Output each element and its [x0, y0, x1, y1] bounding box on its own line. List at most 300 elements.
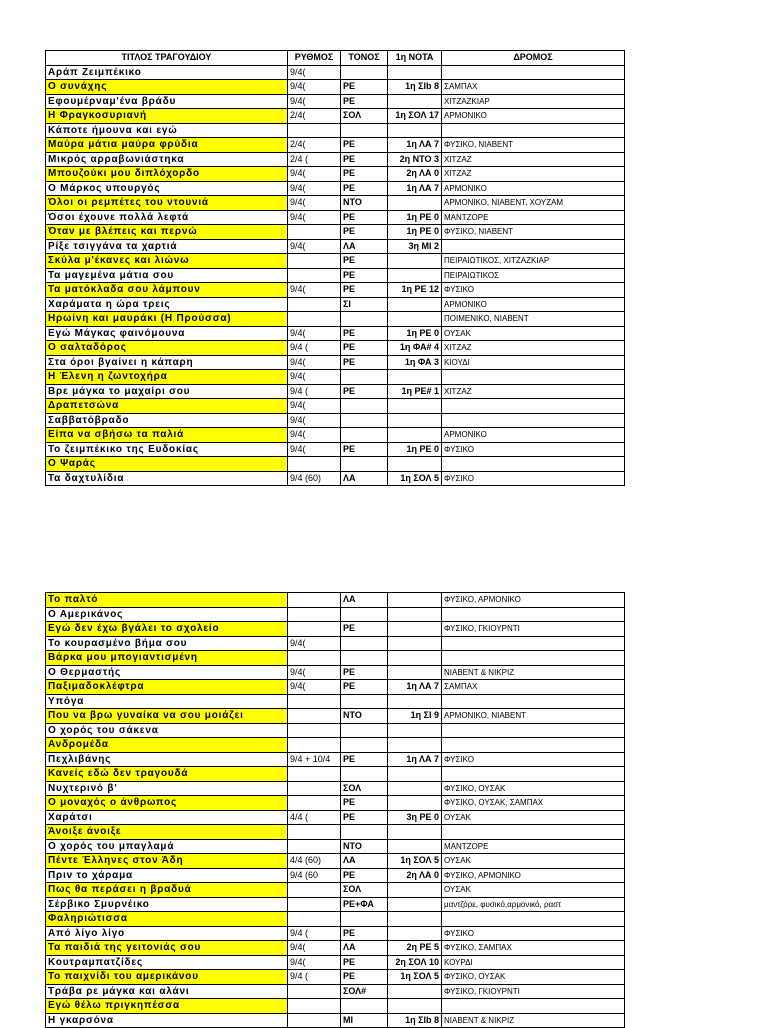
tone-cell: ΡΕ	[341, 181, 388, 196]
table-row	[46, 665, 625, 680]
table-row	[46, 955, 625, 970]
song-title-cell: Κανείς εδώ δεν τραγουδά	[46, 767, 288, 782]
song-title-cell: Ο Αμερικάνος	[46, 607, 288, 622]
song-title-cell: Μπουζούκι μου διπλόχορδο	[46, 167, 288, 182]
dromos-cell: ΦΥΣΙΚΟ	[442, 471, 625, 486]
first-note-cell: 1η ΡΕ 12	[388, 283, 442, 298]
song-title-cell: Η γκαρσόνα	[46, 1013, 288, 1028]
rhythm-cell	[288, 767, 341, 782]
table-row	[46, 926, 625, 941]
table-row	[46, 752, 625, 767]
first-note-cell	[388, 999, 442, 1014]
dromos-cell: ΜΑΝΤΖΟΡΕ	[442, 210, 625, 225]
dromos-cell	[442, 239, 625, 254]
tone-cell: ΡΕ	[341, 665, 388, 680]
dromos-cell: ΠΕΙΡΑΙΩΤΙΚΟΣ	[442, 268, 625, 283]
tone-cell: ΡΕ	[341, 283, 388, 298]
rhythm-cell	[288, 297, 341, 312]
tone-cell: ΡΕ	[341, 868, 388, 883]
song-title-cell: Τα δαχτυλίδια	[46, 471, 288, 486]
first-note-cell: 2η ΡΕ 5	[388, 941, 442, 956]
rhythm-cell	[288, 651, 341, 666]
songs-table-top-body	[46, 51, 625, 486]
tone-cell	[341, 912, 388, 927]
song-title-cell: Τα ματόκλαδα σου λάμπουν	[46, 283, 288, 298]
first-note-cell	[388, 312, 442, 327]
table-row	[46, 1013, 625, 1028]
tone-cell: ΡΕ	[341, 254, 388, 269]
first-note-cell: 1η ΣΟΛ 17	[388, 109, 442, 124]
table-row	[46, 622, 625, 637]
tone-cell: ΡΕ	[341, 796, 388, 811]
first-note-cell	[388, 457, 442, 472]
first-note-cell	[388, 65, 442, 80]
dromos-cell: ΑΡΜΟΝΙΚΟ	[442, 109, 625, 124]
dromos-cell: ΝΙΑΒΕΝΤ & ΝΙΚΡΙΖ	[442, 665, 625, 680]
tone-cell: ΛΑ	[341, 471, 388, 486]
song-title-cell: Ανδρομέδα	[46, 738, 288, 753]
tone-cell	[341, 312, 388, 327]
songs-table-top	[45, 50, 625, 486]
rhythm-cell	[288, 593, 341, 608]
table-row	[46, 868, 625, 883]
dromos-cell: ΑΡΜΟΝΙΚΟ	[442, 181, 625, 196]
rhythm-cell	[288, 622, 341, 637]
table-row	[46, 912, 625, 927]
tone-cell: ΣΙ	[341, 297, 388, 312]
table-row	[46, 442, 625, 457]
rhythm-cell: 4/4 (60)	[288, 854, 341, 869]
first-note-cell: 1η ΛΑ 7	[388, 680, 442, 695]
song-title-cell: Υπόγα	[46, 694, 288, 709]
song-title-cell: Πέντε Έλληνες στον Άδη	[46, 854, 288, 869]
song-title-cell: Ο χορός του μπαγλαμά	[46, 839, 288, 854]
first-note-cell	[388, 984, 442, 999]
rhythm-cell: 9/4 (	[288, 970, 341, 985]
rhythm-cell: 4/4 (	[288, 810, 341, 825]
first-note-cell	[388, 607, 442, 622]
song-title-cell: Το παιχνίδι του αμερικάνου	[46, 970, 288, 985]
dromos-cell: ΑΡΜΟΝΙΚΟ, ΝΙΑΒΕΝΤ, ΧΟΥΖΑΜ	[442, 196, 625, 211]
rhythm-cell	[288, 123, 341, 138]
rhythm-cell: 9/4 + 10/4	[288, 752, 341, 767]
song-title-cell: Τα παιδιά της γειτονιάς σου	[46, 941, 288, 956]
table-row	[46, 457, 625, 472]
dromos-cell: ΦΥΣΙΚΟ, ΑΡΜΟΝΙΚΟ	[442, 868, 625, 883]
song-title-cell: Ο μοναχός ο άνθρωπος	[46, 796, 288, 811]
table-row	[46, 355, 625, 370]
table-row	[46, 471, 625, 486]
dromos-cell: ΑΡΜΟΝΙΚΟ, ΝΙΑΒΕΝΤ	[442, 709, 625, 724]
table-row	[46, 210, 625, 225]
rhythm-cell	[288, 912, 341, 927]
rhythm-cell	[288, 781, 341, 796]
song-title-cell: Εγώ Μάγκας φαινόμουνα	[46, 326, 288, 341]
table-row	[46, 428, 625, 443]
song-title-cell: Εφουμέρναμ'ένα βράδυ	[46, 94, 288, 109]
rhythm-cell: 9/4(	[288, 636, 341, 651]
dromos-cell	[442, 825, 625, 840]
first-note-cell: 1η ΡΕ# 1	[388, 384, 442, 399]
header-tone: ΤΟΝΟΣ	[341, 51, 388, 66]
table-row	[46, 781, 625, 796]
rhythm-cell: 9/4(	[288, 428, 341, 443]
table-row	[46, 399, 625, 414]
table-row	[46, 181, 625, 196]
rhythm-cell: 9/4(	[288, 239, 341, 254]
table-row	[46, 883, 625, 898]
song-title-cell: Τα μαγεμένα μάτια σου	[46, 268, 288, 283]
header-first-note: 1η ΝΟΤΑ	[388, 51, 442, 66]
first-note-cell	[388, 767, 442, 782]
rhythm-cell: 9/4 (60	[288, 868, 341, 883]
first-note-cell: 1η ΣΟΛ 5	[388, 854, 442, 869]
song-title-cell: Όταν με βλέπεις και περνώ	[46, 225, 288, 240]
song-title-cell: Όσοι έχουνε πολλά λεφτά	[46, 210, 288, 225]
tone-cell	[341, 428, 388, 443]
table-row	[46, 680, 625, 695]
tone-cell: ΣΟΛ#	[341, 984, 388, 999]
song-title-cell: Βρε μάγκα το μαχαίρι σου	[46, 384, 288, 399]
table-row	[46, 283, 625, 298]
tone-cell: ΝΤΟ	[341, 709, 388, 724]
first-note-cell: 2η ΛΑ 0	[388, 167, 442, 182]
first-note-cell: 2η ΝΤΟ 3	[388, 152, 442, 167]
first-note-cell	[388, 413, 442, 428]
first-note-cell	[388, 897, 442, 912]
table-row	[46, 341, 625, 356]
dromos-cell: ΧΙΤΖΑΖ	[442, 384, 625, 399]
song-title-cell: Σκύλα μ'έκανες και λιώνω	[46, 254, 288, 269]
song-title-cell: Ο Ψαράς	[46, 457, 288, 472]
rhythm-cell: 9/4(	[288, 955, 341, 970]
first-note-cell	[388, 781, 442, 796]
rhythm-cell	[288, 984, 341, 999]
dromos-cell: ΦΥΣΙΚΟ, ΟΥΣΑΚ	[442, 781, 625, 796]
table-row	[46, 854, 625, 869]
rhythm-cell: 9/4(	[288, 941, 341, 956]
song-title-cell: Ο συνάχης	[46, 80, 288, 95]
table-row	[46, 152, 625, 167]
first-note-cell	[388, 196, 442, 211]
table-row	[46, 196, 625, 211]
dromos-cell	[442, 767, 625, 782]
rhythm-cell	[288, 268, 341, 283]
dromos-cell: ΝΙΑΒΕΝΤ & ΝΙΚΡΙΖ	[442, 1013, 625, 1028]
rhythm-cell: 9/4(	[288, 94, 341, 109]
table-row	[46, 312, 625, 327]
dromos-cell: ΧΙΤΖΑΖΚΙΑΡ	[442, 94, 625, 109]
dromos-cell: ΟΥΣΑΚ	[442, 883, 625, 898]
rhythm-cell	[288, 225, 341, 240]
first-note-cell	[388, 593, 442, 608]
first-note-cell	[388, 926, 442, 941]
header-title: ΤΙΤΛΟΣ ΤΡΑΓΟΥΔΙΟΥ	[46, 51, 288, 66]
first-note-cell	[388, 665, 442, 680]
song-title-cell: Εγώ δεν έχω βγάλει το σχολείο	[46, 622, 288, 637]
rhythm-cell	[288, 999, 341, 1014]
rhythm-cell	[288, 883, 341, 898]
rhythm-cell: 9/4(	[288, 355, 341, 370]
song-title-cell: Κάποτε ήμουνα και εγώ	[46, 123, 288, 138]
table-row	[46, 80, 625, 95]
table-row	[46, 384, 625, 399]
song-title-cell: Σαββατόβραδο	[46, 413, 288, 428]
song-title-cell: Νυχτερινό β'	[46, 781, 288, 796]
song-title-cell: Το παλτό	[46, 593, 288, 608]
tone-cell: ΡΕ	[341, 970, 388, 985]
tone-cell	[341, 123, 388, 138]
dromos-cell: ΑΡΜΟΝΙΚΟ	[442, 428, 625, 443]
first-note-cell	[388, 636, 442, 651]
dromos-cell: ΦΥΣΙΚΟ	[442, 283, 625, 298]
dromos-cell: ΟΥΣΑΚ	[442, 810, 625, 825]
first-note-cell	[388, 883, 442, 898]
dromos-cell: ΦΥΣΙΚΟ, ΝΙΑΒΕΝΤ	[442, 225, 625, 240]
table-row	[46, 239, 625, 254]
tone-cell: ΡΕ	[341, 622, 388, 637]
dromos-cell: ΦΥΣΙΚΟ, ΟΥΣΑΚ, ΣΑΜΠΑΧ	[442, 796, 625, 811]
table-row	[46, 999, 625, 1014]
first-note-cell: 1η ΣΟΛ 5	[388, 970, 442, 985]
table-row	[46, 138, 625, 153]
songs-table-bottom-body	[46, 593, 625, 1028]
table-row	[46, 825, 625, 840]
table-row	[46, 167, 625, 182]
song-title-cell: Πως θα περάσει η βραδυά	[46, 883, 288, 898]
tone-cell: ΡΕ+ΦΑ	[341, 897, 388, 912]
tone-cell: ΣΟΛ	[341, 883, 388, 898]
dromos-cell: μαντζόρε, φυσικό,αρμονικό, ραστ	[442, 897, 625, 912]
first-note-cell: 1η ΡΕ 0	[388, 442, 442, 457]
dromos-cell	[442, 413, 625, 428]
tone-cell: ΡΕ	[341, 926, 388, 941]
table-row	[46, 94, 625, 109]
table-row	[46, 723, 625, 738]
tone-cell: ΡΕ	[341, 810, 388, 825]
tone-cell: ΡΕ	[341, 167, 388, 182]
tone-cell: ΡΕ	[341, 152, 388, 167]
dromos-cell	[442, 738, 625, 753]
table-row	[46, 709, 625, 724]
first-note-cell	[388, 94, 442, 109]
first-note-cell	[388, 839, 442, 854]
first-note-cell: 1η ΣΙ 9	[388, 709, 442, 724]
rhythm-cell: 9/4(	[288, 65, 341, 80]
dromos-cell: ΜΑΝΤΖΟΡΕ	[442, 839, 625, 854]
first-note-cell	[388, 268, 442, 283]
first-note-cell: 1η ΛΑ 7	[388, 138, 442, 153]
dromos-cell: ΦΥΣΙΚΟ, ΓΚΙΟΥΡΝΤΙ	[442, 984, 625, 999]
rhythm-cell	[288, 738, 341, 753]
tone-cell	[341, 370, 388, 385]
tone-cell: ΡΕ	[341, 80, 388, 95]
tone-cell: ΡΕ	[341, 442, 388, 457]
first-note-cell	[388, 123, 442, 138]
song-title-cell: Μικρός αρραβωνιάστηκα	[46, 152, 288, 167]
dromos-cell: ΟΥΣΑΚ	[442, 326, 625, 341]
tone-cell	[341, 413, 388, 428]
tone-cell	[341, 723, 388, 738]
song-title-cell: Ο σαλταδόρος	[46, 341, 288, 356]
first-note-cell: 1η ΛΑ 7	[388, 752, 442, 767]
first-note-cell: 1η ΡΕ 0	[388, 225, 442, 240]
tone-cell: ΛΑ	[341, 854, 388, 869]
table-row	[46, 636, 625, 651]
song-title-cell: Ηρωίνη και μαυράκι (Η Προύσσα)	[46, 312, 288, 327]
dromos-cell	[442, 651, 625, 666]
rhythm-cell: 9/4 (	[288, 926, 341, 941]
rhythm-cell: 9/4(	[288, 80, 341, 95]
tone-cell	[341, 738, 388, 753]
first-note-cell	[388, 297, 442, 312]
first-note-cell	[388, 723, 442, 738]
table-row	[46, 297, 625, 312]
dromos-cell	[442, 999, 625, 1014]
first-note-cell: 1η ΦΑ 3	[388, 355, 442, 370]
table-row	[46, 607, 625, 622]
first-note-cell	[388, 694, 442, 709]
song-title-cell: Που να βρω γυναίκα να σου μοιάζει	[46, 709, 288, 724]
dromos-cell	[442, 723, 625, 738]
table-row	[46, 268, 625, 283]
rhythm-cell: 9/4(	[288, 196, 341, 211]
dromos-cell	[442, 607, 625, 622]
song-title-cell: Ρίξε τσιγγάνα τα χαρτιά	[46, 239, 288, 254]
tone-cell: ΡΕ	[341, 268, 388, 283]
tone-cell: ΡΕ	[341, 384, 388, 399]
table-row	[46, 109, 625, 124]
table-row	[46, 694, 625, 709]
first-note-cell	[388, 651, 442, 666]
table-row	[46, 984, 625, 999]
table-row	[46, 65, 625, 80]
first-note-cell: 3η ΡΕ 0	[388, 810, 442, 825]
header-dromos: ΔΡΟΜΟΣ	[442, 51, 625, 66]
tone-cell	[341, 636, 388, 651]
tone-cell: ΡΕ	[341, 326, 388, 341]
dromos-cell: ΦΥΣΙΚΟ	[442, 926, 625, 941]
rhythm-cell: 9/4(	[288, 399, 341, 414]
tone-cell	[341, 694, 388, 709]
song-title-cell: Φαληριώτισσα	[46, 912, 288, 927]
rhythm-cell	[288, 312, 341, 327]
dromos-cell	[442, 123, 625, 138]
first-note-cell: 1η ΛΑ 7	[388, 181, 442, 196]
header-rhythm: ΡΥΘΜΟΣ	[288, 51, 341, 66]
table-row	[46, 651, 625, 666]
rhythm-cell: 9/4(	[288, 210, 341, 225]
rhythm-cell: 9/4(	[288, 413, 341, 428]
dromos-cell: ΦΥΣΙΚΟ, ΟΥΣΑΚ	[442, 970, 625, 985]
song-title-cell: Αράπ Ζειμπέκικο	[46, 65, 288, 80]
dromos-cell: ΠΕΙΡΑΙΩΤΙΚΟΣ, ΧΙΤΖΑΖΚΙΑΡ	[442, 254, 625, 269]
rhythm-cell: 9/4(	[288, 167, 341, 182]
tone-cell: ΡΕ	[341, 94, 388, 109]
dromos-cell: ΧΙΤΖΑΖ	[442, 152, 625, 167]
first-note-cell	[388, 796, 442, 811]
first-note-cell: 2η ΛΑ 0	[388, 868, 442, 883]
table-row	[46, 796, 625, 811]
table-row	[46, 970, 625, 985]
tone-cell: ΝΤΟ	[341, 839, 388, 854]
song-title-cell: Κουτραμπατζίδες	[46, 955, 288, 970]
rhythm-cell	[288, 694, 341, 709]
dromos-cell	[442, 636, 625, 651]
dromos-cell: ΣΑΜΠΑΧ	[442, 680, 625, 695]
rhythm-cell	[288, 825, 341, 840]
rhythm-cell: 9/4 (60)	[288, 471, 341, 486]
tone-cell: ΡΕ	[341, 138, 388, 153]
table-row	[46, 413, 625, 428]
song-title-cell: Πεχλιβάνης	[46, 752, 288, 767]
song-title-cell: Εγώ θέλω πριγκηπέσσα	[46, 999, 288, 1014]
dromos-cell	[442, 370, 625, 385]
rhythm-cell: 9/4 (	[288, 341, 341, 356]
tone-cell	[341, 999, 388, 1014]
tone-cell: ΡΕ	[341, 955, 388, 970]
song-title-cell: Η Φραγκοσυριανή	[46, 109, 288, 124]
rhythm-cell	[288, 457, 341, 472]
tone-cell: ΡΕ	[341, 355, 388, 370]
rhythm-cell	[288, 1013, 341, 1028]
song-title-cell: Άνοιξε άνοιξε	[46, 825, 288, 840]
dromos-cell: ΦΥΣΙΚΟ	[442, 752, 625, 767]
dromos-cell	[442, 399, 625, 414]
table-row	[46, 941, 625, 956]
song-title-cell: Ο Θερμαστής	[46, 665, 288, 680]
dromos-cell	[442, 65, 625, 80]
first-note-cell: 1η Σlb 8	[388, 1013, 442, 1028]
table-row	[46, 123, 625, 138]
rhythm-cell: 9/4(	[288, 665, 341, 680]
song-title-cell: Τράβα ρε μάγκα και αλάνι	[46, 984, 288, 999]
first-note-cell	[388, 912, 442, 927]
songs-table-bottom	[45, 592, 625, 1028]
rhythm-cell: 9/4(	[288, 680, 341, 695]
first-note-cell: 1η ΦΑ# 4	[388, 341, 442, 356]
tone-cell: ΡΕ	[341, 210, 388, 225]
first-note-cell: 1η Σlb 8	[388, 80, 442, 95]
rhythm-cell	[288, 897, 341, 912]
rhythm-cell: 2/4 (	[288, 152, 341, 167]
rhythm-cell: 9/4(	[288, 181, 341, 196]
tone-cell	[341, 65, 388, 80]
dromos-cell: ΣΑΜΠΑΧ	[442, 80, 625, 95]
table-row	[46, 593, 625, 608]
dromos-cell: ΚΟΥΡΔΙ	[442, 955, 625, 970]
song-title-cell: Παξιμαδοκλέφτρα	[46, 680, 288, 695]
song-title-cell: Το ζειμπέκικο της Ευδοκίας	[46, 442, 288, 457]
tone-cell: ΡΕ	[341, 341, 388, 356]
rhythm-cell	[288, 709, 341, 724]
tone-cell: ΝΤΟ	[341, 196, 388, 211]
rhythm-cell: 9/4(	[288, 370, 341, 385]
table-row	[46, 839, 625, 854]
first-note-cell	[388, 738, 442, 753]
tone-cell	[341, 457, 388, 472]
dromos-cell: ΧΙΤΖΑΖ	[442, 341, 625, 356]
rhythm-cell: 9/4(	[288, 442, 341, 457]
rhythm-cell	[288, 839, 341, 854]
rhythm-cell: 9/4(	[288, 283, 341, 298]
header-row	[46, 51, 625, 66]
dromos-cell: ΟΥΣΑΚ	[442, 854, 625, 869]
song-title-cell: Βάρκα μου μπογιαντισμένη	[46, 651, 288, 666]
song-title-cell: Μαύρα μάτια μαύρα φρύδια	[46, 138, 288, 153]
first-note-cell: 3η ΜΙ 2	[388, 239, 442, 254]
song-title-cell: Δραπετσώνα	[46, 399, 288, 414]
